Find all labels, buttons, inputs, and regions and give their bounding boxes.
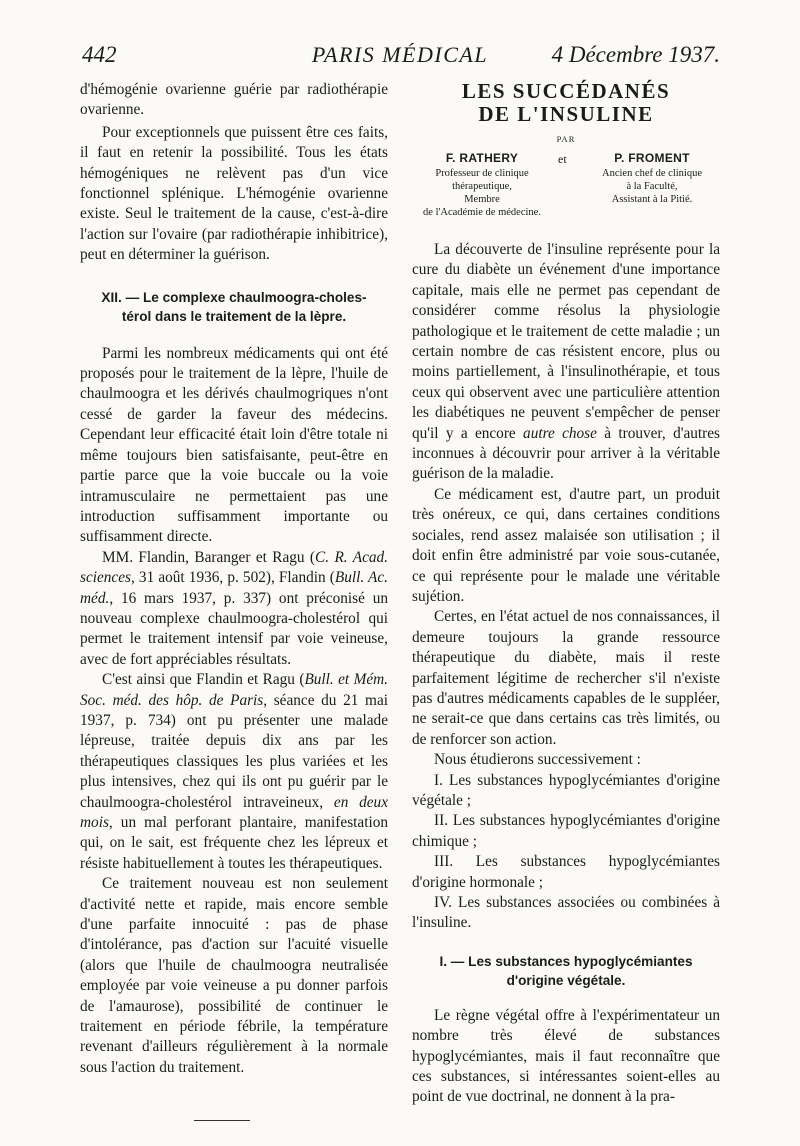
left-paragraph-5: C'est ainsi que Flandin et Ragu (Bull. et Mém. Soc. méd. des hôp. de Paris, séance du 21 mai 1937, p. 734) ont pu présenter une malade lépreuse, traitée depuis dix ans par les thérapeutiques classiques les plus variées et les plus intensives, chez qui ils ont pu guérir par le chaulmoogra-cholestérol intraveineux, en deux mois, un mal perforant plantaire, manifestation qui, on le sait, est fréquente chez les lépreux et résiste habituellement à toutes les thérapeutiques.: [80, 671, 388, 872]
left-column: [80, 80, 388, 1121]
conjunction-et: et: [558, 152, 567, 166]
section-heading-i: [412, 952, 720, 990]
left-paragraph-2: Pour exceptionnels que puissent être ces faits, il faut en retenir la possibilité. Tous les états hémogéniques ne relèvent pas d'un vice fonctionnel splénique. L'hémogénie ovarienne existe. Seul le traitement de la cause, c'est-à-dire l'action sur l'ovaire (par radiothérapie inhibitrice), peut en déterminer la guérison.: [80, 123, 388, 264]
par-label: PAR: [556, 134, 576, 144]
right-paragraph-5: Le règne végétal offre à l'expérimentateur un nombre très élevé de substances hypoglycémiantes, mais il faut reconnaître que ces substances, si intéressantes soient-elles au point de vue doctrinal, ne donnent à la pra-: [412, 1006, 720, 1106]
list-item: IV. Les substances associées ou combinées à l'insuline.: [412, 894, 720, 932]
list-item: II. Les substances hypoglycémiantes d'origine chimique ;: [412, 812, 720, 850]
author-name: P. FROMENT: [614, 151, 690, 165]
section-heading-line-2: térol dans le traitement de la lèpre.: [121, 308, 347, 324]
article-title-line-2: DE L'INSULINE: [478, 102, 654, 126]
right-column: [412, 80, 720, 1108]
section-heading-line-2: d'origine végétale.: [506, 972, 626, 988]
article-title-line-1: LES SUCCÉDANÉS: [461, 79, 671, 103]
left-paragraph-3: Parmi les nombreux médicaments qui ont été proposés pour le traitement de la lèpre, l'huile de chaulmoogra et les dérivés chaulmogriques n'ont cessé de garder la faveur des médecins. Cependant leur efficacité était loin d'être totale ni même toujours bien satisfaisante, peut-être en partie parce que la voie buccale ou la voie intramusculaire ne permettaient pas une introduction suffisamment importante ou suffisamment directe.: [80, 344, 388, 546]
right-paragraph-1: La découverte de l'insuline représente pour la cure du diabète un événement d'une importance capitale, mais elle ne permet pas cependant de considérer comme résolus la physiologie pathologique et le traitement de cette maladie ; un certain nombre de cas résistent encore, plus ou moins partiellement, à l'insulinothérapie, et tous ceux qui observent avec une particulière attention les diabétiques ne peuvent s'empêcher de penser qu'il y a encore autre chose à trouver, d'autres inconnues à découvrir pour arriver à la véritable guérison de la maladie.: [412, 241, 720, 483]
page-number: 442: [82, 42, 117, 67]
right-paragraph-2: Ce médicament est, d'autre part, un produit très onéreux, ce qui, dans certaines conditions sociales, rend assez malaisée son utilisation ; il doit enfin être administré par voie sous-cutanée, ce qui représente pour le malade une véritable sujétion.: [412, 485, 720, 605]
left-paragraph-1: d'hémogénie ovarienne guérie par radiothérapie ovarienne.: [80, 81, 388, 119]
left-paragraph-6: Ce traitement nouveau est non seulement d'activité nette et rapide, mais encore semble d'une parfaite innocuité : pas de phase d'intolérance, pas d'action sur l'acuité visuelle (alors que l'huile de chaulmoogra neutralisée employée par voie veineuse a pu donner parfois de l'amaurose), possibilité de continuer le traitement en période fébrile, la température revenant d'ailleurs régulièrement à la normale sous l'action du traitement.: [80, 875, 388, 1076]
left-paragraph-4: MM. Flandin, Baranger et Ragu (C. R. Acad. sciences, 31 août 1936, p. 502), Flandin (Bull. Ac. méd., 16 mars 1937, p. 337) ont préconisé un nouveau complexe chaulmoogra-cholestérol qui permet le traitement intensif par voie veineuse, avec de fort appréciables résultats.: [80, 548, 388, 668]
journal-title: PARIS MÉDICAL: [311, 42, 489, 67]
section-heading-line-1: I. — Les substances hypoglycémiantes: [439, 953, 693, 969]
running-header: [80, 42, 720, 78]
list-item: I. Les substances hypoglycémiantes d'origine végétale ;: [412, 771, 720, 809]
author-name: F. RATHERY: [445, 151, 519, 165]
right-paragraph-3: Certes, en l'état actuel de nos connaissances, il demeure toujours la grande ressource thérapeutique du diabète, mais il reste parfaitement légitime de rechercher s'il n'existe pas d'autres médicaments capables de le suppléer, ne serait-ce que dans certains cas très limités, ou de renforcer son action.: [412, 608, 720, 748]
author-froment: P. FROMENT Ancien chef de clinique à la Faculté, Assistant à la Pitié.: [584, 152, 720, 206]
end-rule: [194, 1120, 250, 1121]
section-heading-xii: [80, 288, 388, 326]
issue-date: 4 Décembre 1937.: [551, 42, 720, 67]
authors-block: [412, 152, 720, 236]
right-paragraph-4: Nous étudierons successivement :: [434, 751, 641, 769]
list-item: III. Les substances hypoglycémiantes d'origine hormonale ;: [412, 853, 720, 891]
section-heading-line-1: XII. — Le complexe chaulmoogra-choles-: [101, 289, 367, 305]
author-rathery: F. RATHERY Professeur de clinique thérapeutique, Membre de l'Académie de médecine.: [412, 152, 552, 219]
